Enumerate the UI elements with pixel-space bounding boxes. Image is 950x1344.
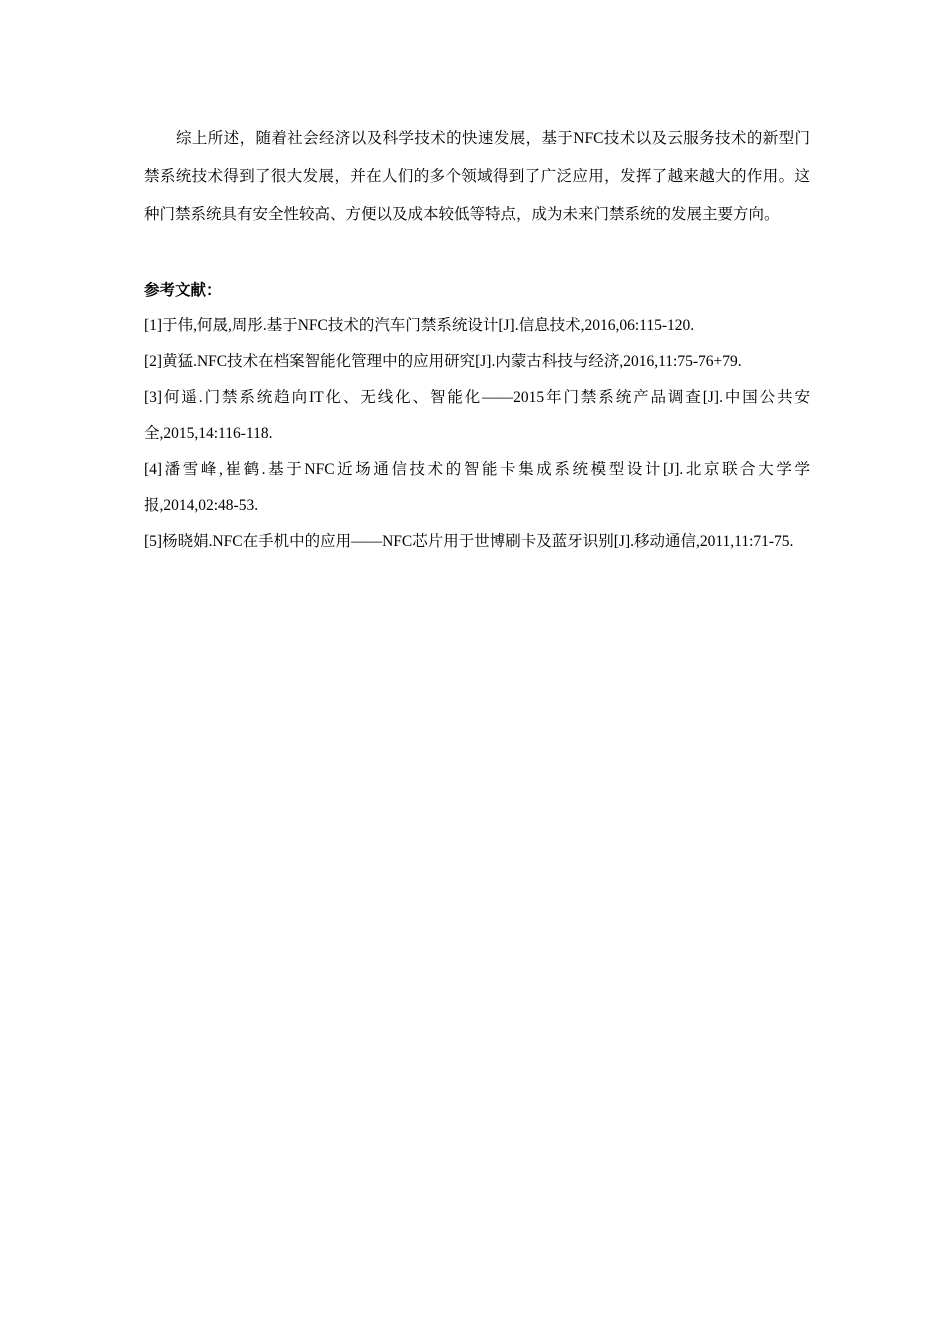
references-list [144,308,810,560]
reference-item: [5]杨晓娟.NFC在手机中的应用——NFC芯片用于世博刷卡及蓝牙识别[J].移动通信,2011,11:71-75. [144,533,794,550]
reference-item: [1]于伟,何晟,周彤.基于NFC技术的汽车门禁系统设计[J].信息技术,2016,06:115-120. [144,317,695,334]
document-page [144,120,810,560]
reference-item: [4]潘雪峰,崔鹤.基于NFC近场通信技术的智能卡集成系统模型设计[J].北京联合大学学报,2014,02:48-53. [144,461,810,514]
conclusion-paragraph: 综上所述，随着社会经济以及科学技术的快速发展，基于NFC技术以及云服务技术的新型门禁系统技术得到了很大发展，并在人们的多个领域得到了广泛应用，发挥了越来越大的作用。这种门禁系统具有安全性较高、方便以及成本较低等特点，成为未来门禁系统的发展主要方向。 [144,130,810,223]
reference-item: [2]黄猛.NFC技术在档案智能化管理中的应用研究[J].内蒙古科技与经济,2016,11:75-76+79. [144,353,742,370]
reference-item: [3]何遥.门禁系统趋向IT化、无线化、智能化——2015年门禁系统产品调查[J].中国公共安全,2015,14:116-118. [144,389,810,442]
references-heading: 参考文献： [144,282,222,299]
